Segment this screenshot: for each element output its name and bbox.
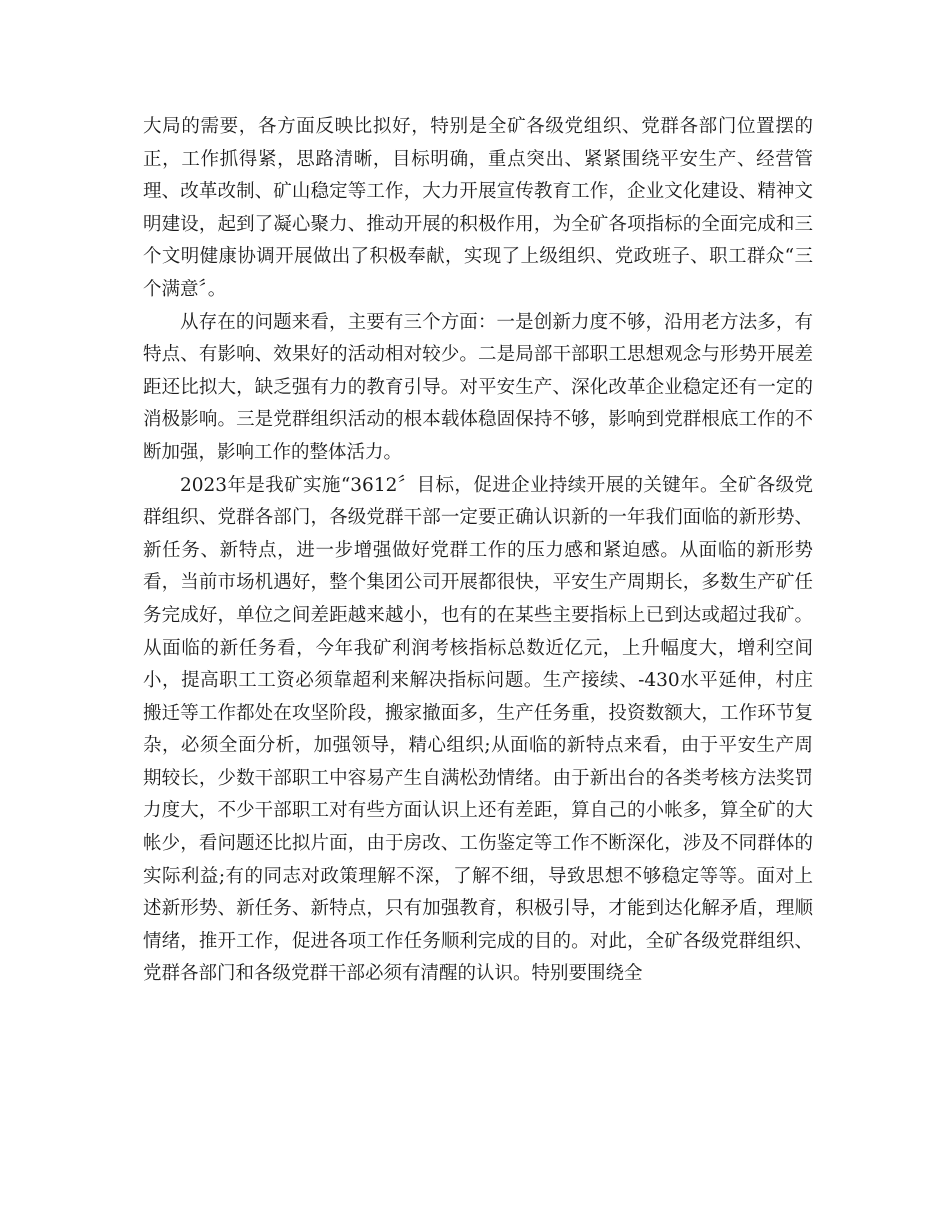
paragraph-2023-goals: 2023年是我矿实施“3612〞目标，促进企业持续开展的关键年。全矿各级党群组织、党群各部门，各级党群干部一定要正确认识新的一年我们面临的新形势、新任务、新特点，进一步增强做好党群工作的压力感和紧迫感。从面临的新形势看，当前市场机遇好，整个集团公司开展都很快，平安生产周期长，多数生产矿任务完成好，单位之间差距越来越小，也有的在某些主要指标上已到达或超过我矿。从面临的新任务看，今年我矿利润考核指标总数近亿元，上升幅度大，增利空间小，提高职工工资必须靠超利来解决指标问题。生产接续、-430水平延伸，村庄搬迁等工作都处在攻坚阶段，搬家撤面多，生产任务重，投资数额大，工作环节复杂，必须全面分析，加强领导，精心组织;从面临的新特点来看，由于平安生产周期较长，少数干部职工中容易产生自满松劲情绪。由于新出台的各类考核方法奖罚力度大，不少干部职工对有些方面认识上还有差距，算自己的小帐多，算全矿的大帐少，看问题还比拟片面，由于房改、工伤鉴定等工作不断深化，涉及不同群体的实际利益;有的同志对政策理解不深，了解不细，导致思想不够稳定等等。面对上述新形势、新任务、新特点，只有加强教育，积极引导，才能到达化解矛盾，理顺情绪，推开工作，促进各项工作任务顺利完成的目的。对此，全矿各级党群组织、党群各部门和各级党群干部必须有清醒的认识。特别要围绕全 [143,474,813,985]
document-body [143,111,813,991]
paragraph-summary: 大局的需要，各方面反映比拟好，特别是全矿各级党组织、党群各部门位置摆的正，工作抓得紧，思路清晰，目标明确，重点突出、紧紧围绕平安生产、经营管理、改革改制、矿山稳定等工作，大力开展宣传教育工作，企业文化建设、精神文明建设，起到了凝心聚力、推动开展的积极作用，为全矿各项指标的全面完成和三个文明健康协调开展做出了积极奉献，实现了上级组织、党政班子、职工群众“三个满意〞。 [143,116,813,300]
paragraph-problems: 从存在的问题来看，主要有三个方面：一是创新力度不够，沿用老方法多，有特点、有影响、效果好的活动相对较少。二是局部干部职工思想观念与形势开展差距还比拟大，缺乏强有力的教育引导。对平安生产、深化改革企业稳定还有一定的消极影响。三是党群组织活动的根本载体稳固保持不够，影响到党群根底工作的不断加强，影响工作的整体活力。 [143,311,813,463]
